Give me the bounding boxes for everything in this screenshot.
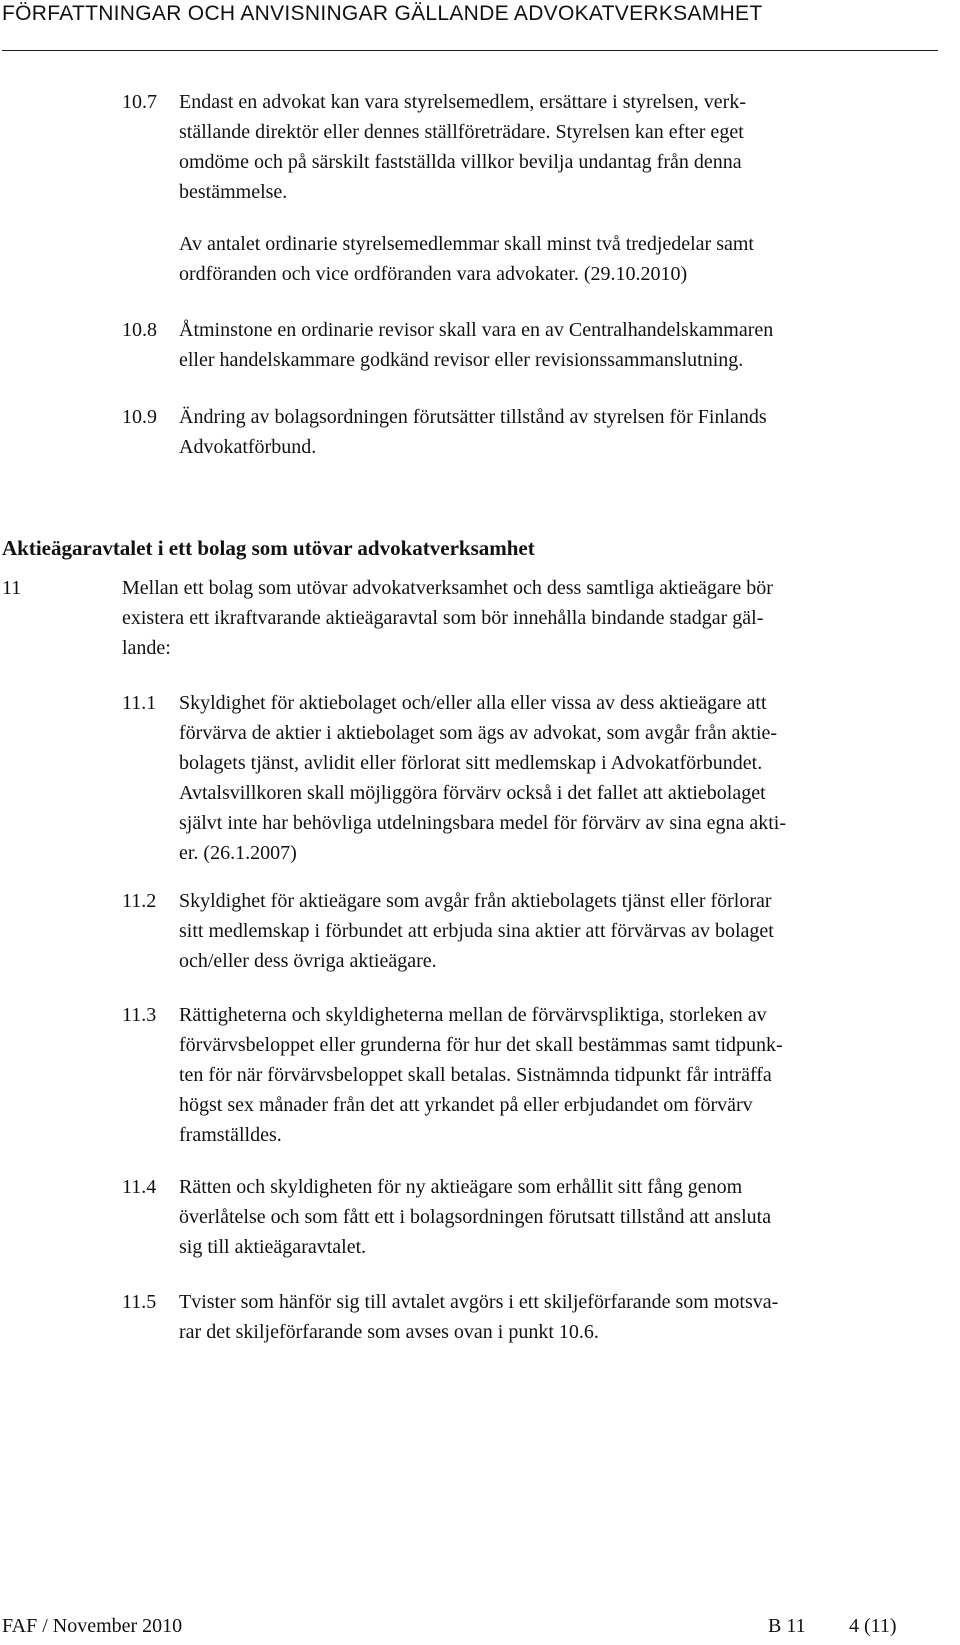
text-line: Avtalsvillkoren skall möjliggöra förvärv också i det fallet att aktiebolaget	[179, 782, 766, 804]
section-heading: Aktieägaravtalet i ett bolag som utövar advokatverksamhet	[2, 536, 535, 560]
text-line: överlåtelse och som fått ett i bolagsordningen förutsatt tillstånd att ansluta	[179, 1206, 772, 1228]
clause-text	[179, 688, 919, 868]
text-line: självt inte har behövliga utdelningsbara medel för förvärv av sina egna akti-	[179, 812, 787, 834]
text-line: och/eller dess övriga aktieägare.	[179, 950, 437, 972]
clause-number: 11	[2, 577, 22, 599]
text-line: eller handelskammare godkänd revisor eller revisionssammanslutning.	[179, 349, 744, 371]
clause-number: 11.2	[122, 890, 157, 912]
text-line: ten för när förvärvsbeloppet skall betalas. Sistnämnda tidpunkt får inträffa	[179, 1064, 772, 1086]
text-line: högst sex månader från det att yrkandet på eller erbjudandet om förvärv	[179, 1094, 753, 1116]
text-line: Av antalet ordinarie styrelsemedlemmar skall minst två tredjedelar samt	[179, 233, 754, 255]
clause-11-3	[122, 1000, 922, 1150]
clause-10-8	[122, 315, 922, 375]
clause-number: 11.4	[122, 1176, 157, 1198]
text-line: förvärva de aktier i aktiebolaget som ägs av advokat, som avgår från aktie-	[179, 722, 778, 744]
text-line: Rätten och skyldigheten för ny aktieägare som erhållit sitt fång genom	[179, 1176, 743, 1198]
clause-text	[122, 573, 912, 663]
text-line: Skyldighet för aktieägare som avgår från aktiebolagets tjänst eller förlorar	[179, 890, 772, 912]
text-line: bolagets tjänst, avlidit eller förlorat sitt medlemskap i Advokatförbundet.	[179, 752, 763, 774]
clause-text	[179, 1172, 919, 1262]
clause-number: 10.8	[122, 319, 157, 341]
clause-text	[179, 1287, 919, 1347]
clause-11	[2, 573, 912, 663]
text-line: rar det skiljeförfarande som avses ovan i punkt 10.6.	[179, 1321, 599, 1343]
clause-10-7	[122, 87, 922, 207]
clause-text	[179, 1000, 919, 1150]
text-line: er. (26.1.2007)	[179, 842, 297, 864]
text-line: Advokatförbund.	[179, 436, 317, 458]
clause-number: 10.9	[122, 406, 157, 428]
text-line: sig till aktieägaravtalet.	[179, 1236, 367, 1258]
text-line: ställande direktör eller dennes ställföreträdare. Styrelsen kan efter eget	[179, 121, 744, 143]
text-line: sitt medlemskap i förbundet att erbjuda sina aktier att förvärvas av bolaget	[179, 920, 774, 942]
text-line: bestämmelse.	[179, 181, 288, 203]
text-line: Mellan ett bolag som utövar advokatverksamhet och dess samtliga aktieägare bör	[122, 577, 773, 599]
text-line: Åtminstone en ordinarie revisor skall vara en av Centralhandelskammaren	[179, 319, 774, 341]
text-line: Rättigheterna och skyldigheterna mellan de förvärvspliktiga, storleken av	[179, 1004, 767, 1026]
clause-text	[179, 886, 919, 976]
text-line: förvärvsbeloppet eller grunderna för hur det skall bestämmas samt tidpunk-	[179, 1034, 783, 1056]
text-line: lande:	[122, 637, 171, 659]
clause-number: 11.1	[122, 692, 157, 714]
clause-11-4	[122, 1172, 922, 1262]
text-line: framställdes.	[179, 1124, 282, 1146]
clause-10-9	[122, 402, 922, 462]
text-line: Tvister som hänför sig till avtalet avgörs i ett skiljeförfarande som motsva-	[179, 1291, 779, 1313]
clause-text	[179, 87, 919, 207]
header-rule	[2, 50, 938, 51]
text-line: Ändring av bolagsordningen förutsätter tillstånd av styrelsen för Finlands	[179, 406, 767, 428]
footer-section-ref: B 11	[768, 1615, 806, 1637]
clause-11-5	[122, 1287, 922, 1347]
clause-11-2	[122, 886, 922, 976]
text-line: ordföranden och vice ordföranden vara advokater. (29.10.2010)	[179, 263, 688, 285]
clause-number: 10.7	[122, 91, 157, 113]
clause-number: 11.5	[122, 1291, 157, 1313]
clause-text	[179, 315, 919, 375]
clause-10-7-paragraph-2	[179, 229, 919, 289]
footer-left: FAF / November 2010	[2, 1615, 183, 1637]
text-line: omdöme och på särskilt fastställda villkor bevilja undantag från denna	[179, 151, 742, 173]
running-header: FÖRFATTNINGAR OCH ANVISNINGAR GÄLLANDE ADVOKATVERKSAMHET	[2, 2, 763, 25]
clause-number: 11.3	[122, 1004, 157, 1026]
text-line: Skyldighet för aktiebolaget och/eller alla eller vissa av dess aktieägare att	[179, 692, 767, 714]
text-line: existera ett ikraftvarande aktieägaravtal som bör innehålla bindande stadgar gäl-	[122, 607, 764, 629]
clause-text	[179, 402, 919, 462]
footer-page-number: 4 (11)	[849, 1615, 897, 1637]
clause-11-1	[122, 688, 922, 868]
text-line: Endast en advokat kan vara styrelsemedlem, ersättare i styrelsen, verk-	[179, 91, 747, 113]
